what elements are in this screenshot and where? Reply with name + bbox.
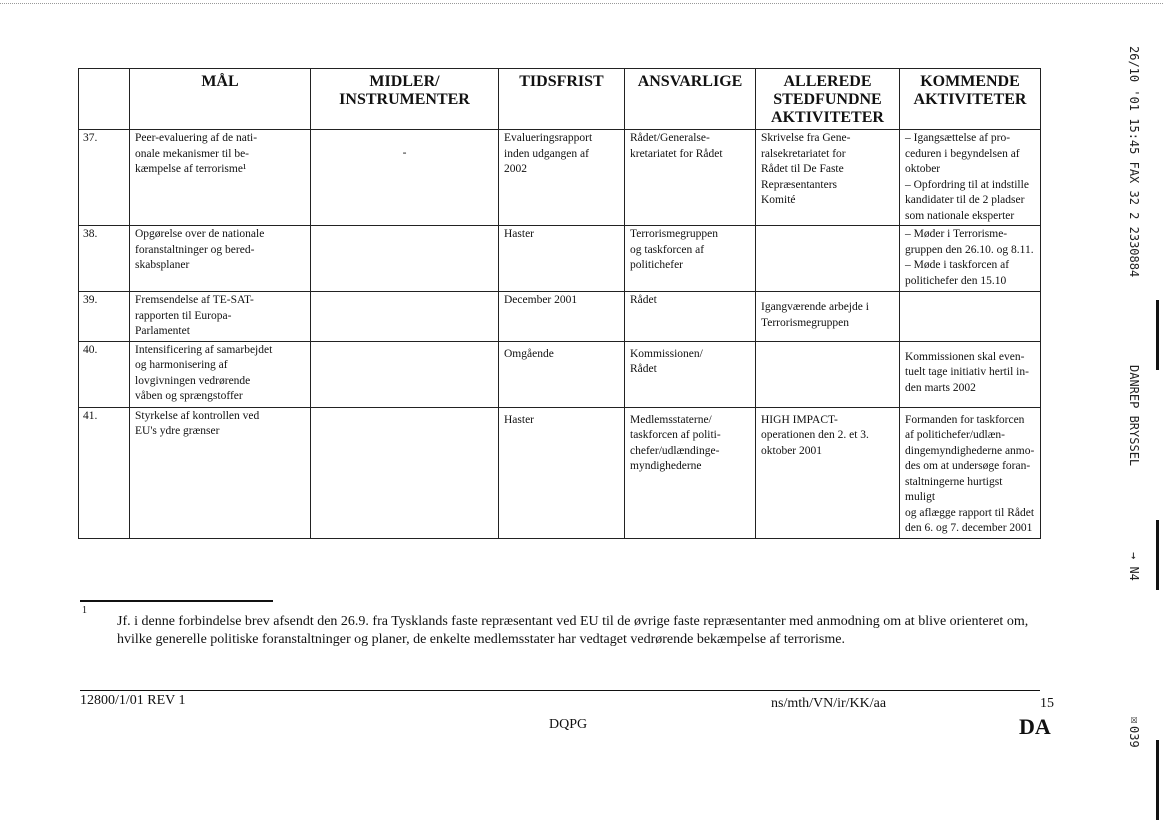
midler-cell: -: [311, 130, 499, 226]
scan-margin-mark: [1156, 300, 1159, 370]
midler-cell: [311, 226, 499, 292]
fax-sender: DANREP BRYSSEL: [1127, 365, 1141, 467]
language-code: DA: [1019, 714, 1051, 739]
tidsfrist-cell: Omgående: [499, 341, 625, 407]
fax-counter: ☒039: [1127, 712, 1141, 748]
scan-margin-mark: [1156, 520, 1159, 590]
allerede-cell: HIGH IMPACT- operationen den 2. et 3. oktober 2001: [756, 407, 900, 538]
row-number: 41.: [79, 407, 130, 538]
maal-cell: Intensificering af samarbejdet og harmonisering af lovgivningen vedrørende våben og sprængstoffer: [130, 341, 311, 407]
activities-table: [78, 68, 1041, 539]
maal-cell: Opgørelse over de nationale foranstaltninger og bered- skabsplaner: [130, 226, 311, 292]
author-code: ns/mth/VN/ir/KK/aa: [771, 696, 887, 711]
allerede-cell: Skrivelse fra Gene- ralsekretariatet for Rådet til De Faste Repræsentanters Komité: [756, 130, 900, 226]
midler-cell: [311, 341, 499, 407]
maal-cell: Styrkelse af kontrollen ved EU's ydre grænser: [130, 407, 311, 538]
header-maal: MÅL: [130, 69, 311, 130]
footnote-text: Jf. i denne forbindelse brev afsendt den 26.9. fra Tysklands faste repræsentant ved EU til de øvrige faste repræsentanter med anmodning om at blive orienteret om, hvilke generelle politiske foranstaltninger og planer, de enkelte medlemsstater har vedtaget vedrørende bekæmpelse af terrorisme.: [117, 614, 1029, 647]
ansvarlige-cell: Kommissionen/ Rådet: [625, 341, 756, 407]
header-tidsfrist: TIDSFRIST: [499, 69, 625, 130]
footer-rule: [80, 690, 1040, 691]
header-midler: MIDLER/ INSTRUMENTER: [311, 69, 499, 130]
maal-cell: Fremsendelse af TE-SAT- rapporten til Europa- Parlamentet: [130, 292, 311, 342]
midler-cell: [311, 292, 499, 342]
row-number: 39.: [79, 292, 130, 342]
fax-pages: → N4: [1127, 552, 1141, 581]
fax-datetime: 26/10 '01 15:45 FAX 32 2 2330884: [1127, 46, 1141, 278]
tidsfrist-cell: Haster: [499, 226, 625, 292]
scan-margin-mark: [1156, 740, 1159, 820]
maal-cell: Peer-evaluering af de nati- onale mekanismer til be- kæmpelse af terrorisme¹: [130, 130, 311, 226]
kommende-cell: [900, 292, 1041, 342]
document-reference: 12800/1/01 REV 1: [80, 693, 186, 708]
table-row: [79, 341, 1041, 407]
row-number: 38.: [79, 226, 130, 292]
header-kommende: KOMMENDE AKTIVITETER: [900, 69, 1041, 130]
allerede-cell: Igangværende arbejde i Terrorismegruppen: [756, 292, 900, 342]
footnote-marker: 1: [82, 605, 87, 616]
ansvarlige-cell: Medlemsstaterne/ taskforcen af politi- chefer/udlændinge- myndighederne: [625, 407, 756, 538]
allerede-cell: [756, 226, 900, 292]
directorate-code: DQPG: [549, 717, 588, 732]
ansvarlige-cell: Terrorismegruppen og taskforcen af politichefer: [625, 226, 756, 292]
footnote-separator: [80, 600, 273, 602]
kommende-cell: Formanden for taskforcen af politichefer/udlæn- dingemyndighederne anmo- des om at undersøge foran- staltningerne hurtigst muligt og aflægge rapport til Rådet den 6. og 7. december 2001: [900, 407, 1041, 538]
kommende-cell: – Igangsættelse af pro- ceduren i begyndelsen af oktober – Opfordring til at indstille kandidater til de 2 pladser som nationale eksperter: [900, 130, 1041, 226]
allerede-cell: [756, 341, 900, 407]
table-row: [79, 130, 1041, 226]
header-allerede: ALLEREDE STEDFUNDNE AKTIVITETER: [756, 69, 900, 130]
row-number: 40.: [79, 341, 130, 407]
table-header-row: [79, 69, 1041, 130]
tidsfrist-cell: Evalueringsrapport inden udgangen af 2002: [499, 130, 625, 226]
table-row: [79, 226, 1041, 292]
table-row: [79, 407, 1041, 538]
ansvarlige-cell: Rådet/Generalse- kretariatet for Rådet: [625, 130, 756, 226]
tidsfrist-cell: December 2001: [499, 292, 625, 342]
tidsfrist-cell: Haster: [499, 407, 625, 538]
scan-top-edge: [0, 3, 1163, 4]
header-ansvarlige: ANSVARLIGE: [625, 69, 756, 130]
page-number: 15: [1040, 696, 1054, 711]
ansvarlige-cell: Rådet: [625, 292, 756, 342]
header-number: [79, 69, 130, 130]
midler-cell: [311, 407, 499, 538]
kommende-cell: Kommissionen skal even- tuelt tage initiativ hertil in- den marts 2002: [900, 341, 1041, 407]
kommende-cell: – Møder i Terrorisme- gruppen den 26.10. og 8.11. – Møde i taskforcen af politichefer den 15.10: [900, 226, 1041, 292]
row-number: 37.: [79, 130, 130, 226]
table-row: [79, 292, 1041, 342]
